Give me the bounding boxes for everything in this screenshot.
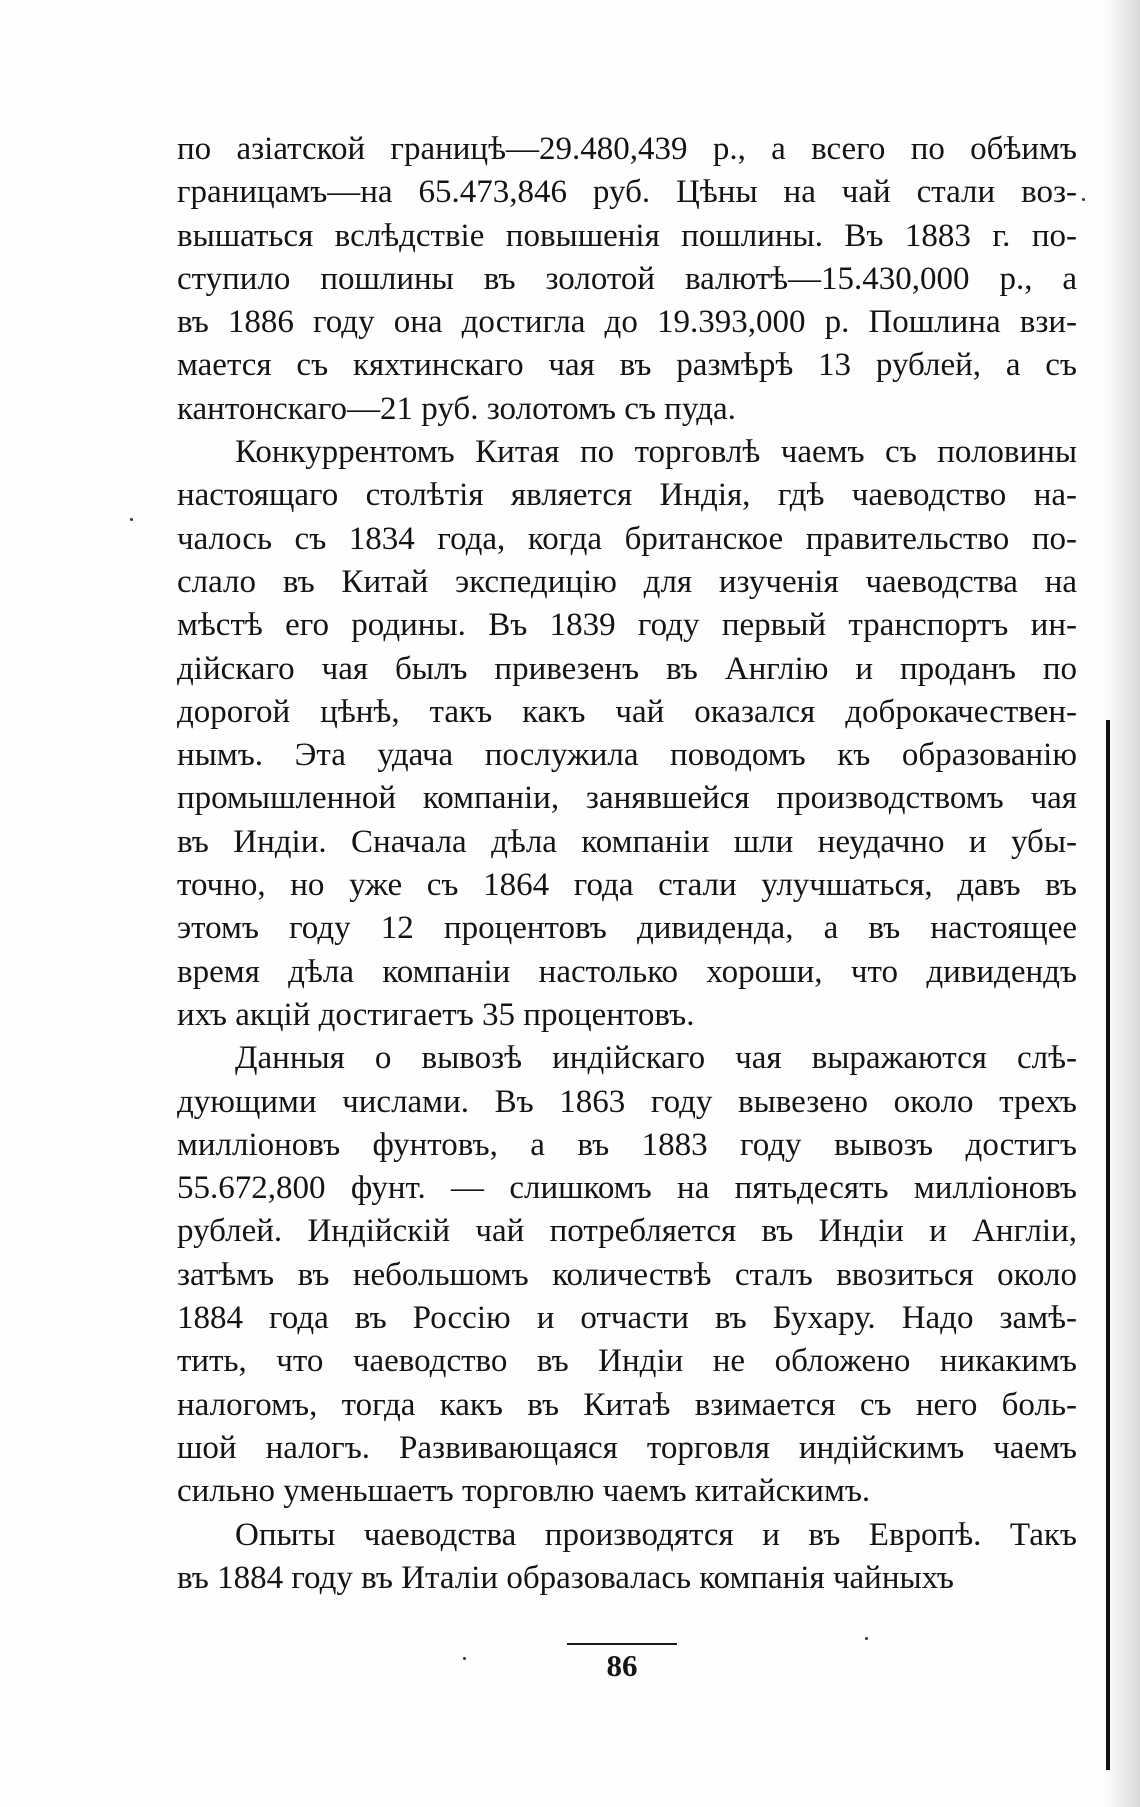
- text-line: кантонскаго—21 руб. золотомъ съ пуда.: [177, 390, 736, 427]
- text-line: Данныя о вывозѣ индійскаго чая выражаются слѣ-: [235, 1040, 1077, 1077]
- body-text: [177, 128, 1077, 1600]
- text-line: въ 1886 году она достигла до 19.393,000 р. Пошлина взи-: [177, 304, 1077, 341]
- paragraph: [177, 128, 1077, 431]
- text-line: ступило пошлины въ золотой валютѣ—15.430,000 р., а: [177, 260, 1077, 297]
- text-line: мѣстѣ его родины. Въ 1839 году первый транспортъ ин-: [177, 607, 1077, 644]
- text-line: Опыты чаеводства производятся и въ Европѣ. Такъ: [235, 1516, 1077, 1553]
- text-line: рублей. Индійскій чай потребляется въ Индіи и Англіи,: [177, 1213, 1077, 1250]
- scan-speck: [463, 1657, 466, 1660]
- scan-speck: [130, 518, 133, 521]
- text-line: по азіатской границѣ—29.480,439 р., а всего по обѣимъ: [177, 131, 1077, 167]
- text-line: мается съ кяхтинскаго чая въ размѣрѣ 13 рублей, а съ: [177, 347, 1077, 384]
- text-line: дующими числами. Въ 1863 году вывезено около трехъ: [177, 1083, 1077, 1120]
- scan-speck: [1082, 198, 1085, 201]
- page-number-rule: [567, 1643, 677, 1645]
- paragraph: [177, 1514, 1077, 1601]
- text-line: сильно уменьшаетъ торговлю чаемъ китайскимъ.: [177, 1473, 871, 1510]
- text-line: налогомъ, тогда какъ въ Китаѣ взимается съ него боль-: [177, 1386, 1077, 1423]
- text-line: Конкуррентомъ Китая по торговлѣ чаемъ съ половины: [235, 434, 1077, 471]
- paragraph: [177, 431, 1077, 1037]
- text-line: дорогой цѣнѣ, такъ какъ чай оказался доброкачествен-: [177, 693, 1077, 730]
- text-line: слало въ Китай экспедицію для изученія чаеводства на: [177, 563, 1077, 600]
- text-line: дійскаго чая былъ привезенъ въ Англію и проданъ по: [177, 650, 1077, 687]
- paragraph: [177, 1037, 1077, 1513]
- text-line: время дѣла компаніи настолько хороши, что дивидендъ: [177, 953, 1077, 990]
- text-line: вышаться вслѣдствіе повышенія пошлины. Въ 1883 г. по-: [177, 217, 1077, 254]
- text-line: въ Индіи. Сначала дѣла компаніи шли неудачно и убы-: [177, 823, 1077, 860]
- text-line: точно, но уже съ 1864 года стали улучшаться, давъ въ: [177, 867, 1077, 904]
- text-line: тить, что чаеводство въ Индіи не обложено никакимъ: [177, 1343, 1077, 1380]
- text-line: 1884 года въ Россію и отчасти въ Бухару. Надо замѣ-: [177, 1300, 1077, 1337]
- text-line: настоящаго столѣтія является Индія, гдѣ чаеводство на-: [177, 477, 1077, 514]
- text-line: чалось съ 1834 года, когда британское правительство по-: [177, 520, 1077, 557]
- text-line: шой налогъ. Развивающаяся торговля индійскимъ чаемъ: [177, 1429, 1077, 1466]
- text-line: ихъ акцій достигаетъ 35 процентовъ.: [177, 996, 695, 1033]
- text-line: границамъ—на 65.473,846 руб. Цѣны на чай стали воз-: [177, 174, 1077, 211]
- scan-speck: [865, 1637, 868, 1640]
- text-line: промышленной компаніи, занявшейся производствомъ чая: [177, 780, 1077, 817]
- text-line: 55.672,800 фунт. — слишкомъ на пятьдесять милліоновъ: [177, 1170, 1077, 1207]
- text-line: въ 1884 году въ Италіи образовалась компанія чайныхъ: [177, 1559, 954, 1596]
- text-line: затѣмъ въ небольшомъ количествѣ сталъ ввозиться около: [177, 1256, 1077, 1293]
- text-line: этомъ году 12 процентовъ дивиденда, а въ настоящее: [177, 910, 1077, 947]
- text-line: милліоновъ фунтовъ, а въ 1883 году вывозъ достигъ: [177, 1126, 1077, 1163]
- binding-edge-line: [1106, 720, 1110, 1770]
- page-number: 86: [606, 1648, 638, 1683]
- text-line: нымъ. Эта удача послужила поводомъ къ образованію: [177, 737, 1077, 774]
